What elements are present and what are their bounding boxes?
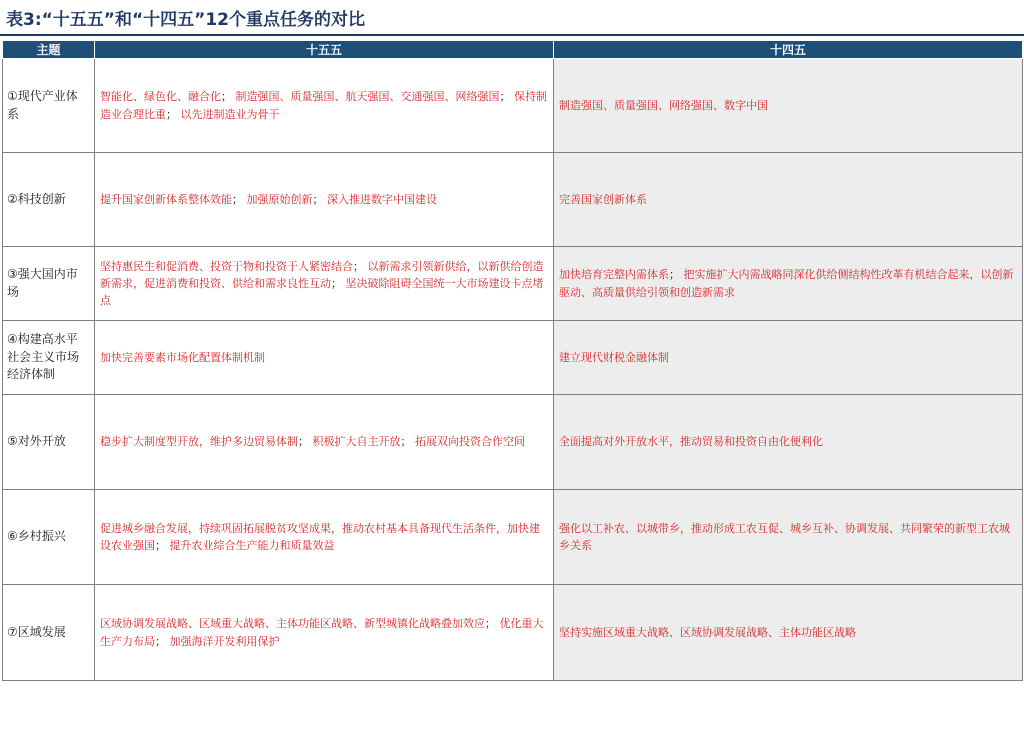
header-14th: 十四五 — [554, 41, 1023, 59]
topic-cell: ①现代产业体系 — [3, 59, 95, 153]
cell-14th: 完善国家创新体系 — [554, 153, 1023, 247]
topic-cell: ④构建高水平社会主义市场经济体制 — [3, 321, 95, 395]
cell-14th: 加快培育完整内需体系； 把实施扩大内需战略同深化供给侧结构性改革有机结合起来，以创新驱动、高质量供给引领和创造新需求 — [554, 247, 1023, 321]
topic-cell: ③强大国内市场 — [3, 247, 95, 321]
table-title-bar — [0, 0, 1024, 36]
cell-15th: 区域协调发展战略、区域重大战略、主体功能区战略、新型城镇化战略叠加效应； 优化重大生产力布局； 加强海洋开发利用保护 — [95, 585, 554, 681]
topic-cell: ⑥乡村振兴 — [3, 490, 95, 585]
topic-cell: ⑦区域发展 — [3, 585, 95, 681]
cell-15th: 提升国家创新体系整体效能； 加强原始创新； 深入推进数字中国建设 — [95, 153, 554, 247]
cell-15th: 稳步扩大制度型开放，维护多边贸易体制； 积极扩大自主开放； 拓展双向投资合作空间 — [95, 395, 554, 490]
table-row — [3, 247, 1023, 321]
header-topic: 主题 — [3, 41, 95, 59]
table-row — [3, 395, 1023, 490]
table-row — [3, 585, 1023, 681]
table-row — [3, 59, 1023, 153]
comparison-table — [2, 40, 1023, 681]
cell-14th: 建立现代财税金融体制 — [554, 321, 1023, 395]
cell-14th: 坚持实施区域重大战略、区域协调发展战略、主体功能区战略 — [554, 585, 1023, 681]
cell-15th: 加快完善要素市场化配置体制机制 — [95, 321, 554, 395]
table-title: 表3:“十五五”和“十四五”12个重点任务的对比 — [6, 9, 365, 30]
table-body — [3, 59, 1023, 681]
table-row — [3, 490, 1023, 585]
topic-cell: ②科技创新 — [3, 153, 95, 247]
cell-14th: 全面提高对外开放水平，推动贸易和投资自由化便利化 — [554, 395, 1023, 490]
header-row — [3, 41, 1023, 59]
cell-14th: 强化以工补农、以城带乡，推动形成工农互促、城乡互补、协调发展、共同繁荣的新型工农城乡关系 — [554, 490, 1023, 585]
cell-15th: 智能化、绿色化、融合化； 制造强国、质量强国、航天强国、交通强国、网络强国； 保持制造业合理比重； 以先进制造业为骨干 — [95, 59, 554, 153]
table-row — [3, 153, 1023, 247]
header-15th: 十五五 — [95, 41, 554, 59]
table-row — [3, 321, 1023, 395]
cell-14th: 制造强国、质量强国、网络强国、数字中国 — [554, 59, 1023, 153]
topic-cell: ⑤对外开放 — [3, 395, 95, 490]
cell-15th: 坚持惠民生和促消费、投资于物和投资于人紧密结合； 以新需求引领新供给，以新供给创造新需求，促进消费和投资、供给和需求良性互动； 坚决破除阻碍全国统一大市场建设卡点堵点 — [95, 247, 554, 321]
cell-15th: 促进城乡融合发展，持续巩固拓展脱贫攻坚成果，推动农村基本具备现代生活条件，加快建设农业强国； 提升农业综合生产能力和质量效益 — [95, 490, 554, 585]
